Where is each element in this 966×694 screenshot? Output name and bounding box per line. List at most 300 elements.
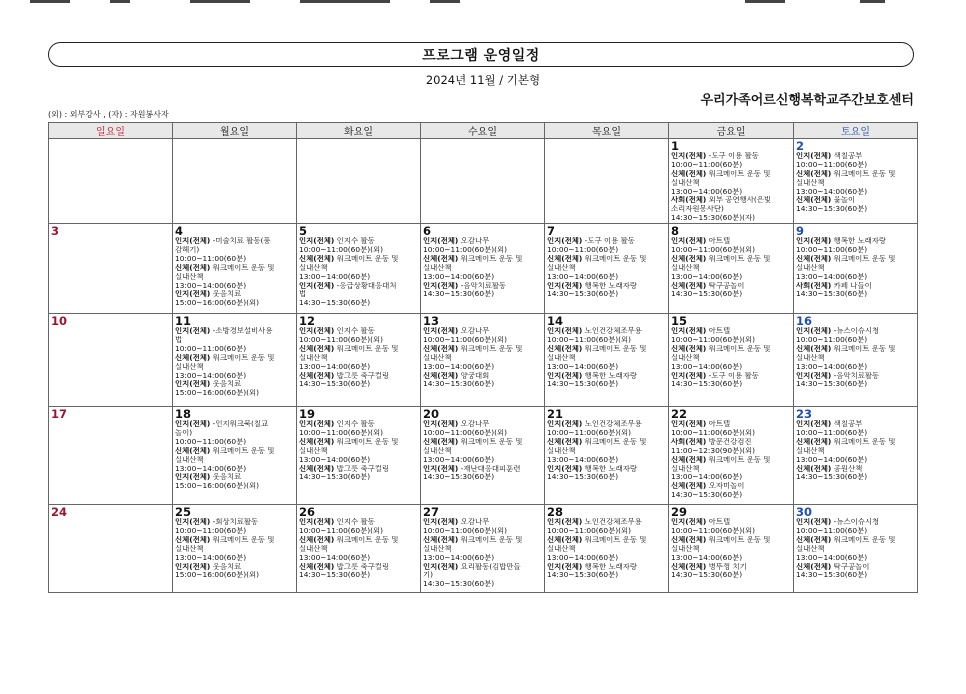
activity-text: -응급상황대응대처	[334, 281, 397, 290]
schedule-line	[796, 363, 916, 372]
activity-text: 카페 나들이	[831, 281, 872, 290]
schedule-line	[299, 465, 419, 474]
schedule-line	[547, 354, 667, 363]
activity-category: 신체(전체)	[671, 562, 707, 571]
activity-text: 워크메이트 운동 및	[582, 437, 647, 446]
schedule-line	[299, 536, 419, 545]
schedule-line	[671, 152, 792, 161]
schedule-line	[671, 438, 792, 447]
schedule-line	[671, 536, 792, 545]
activity-text: 실내산책	[671, 178, 700, 187]
schedule-line	[423, 237, 543, 246]
day-number: 17	[51, 407, 68, 422]
activity-text: 14:30~15:30(60분)	[423, 473, 495, 482]
day-cell	[669, 505, 794, 593]
day-cell	[297, 314, 421, 407]
activity-category: 인지(전체)	[175, 562, 211, 571]
activity-text: 워크메이트 운동 및	[831, 437, 896, 446]
activity-text: 워크메이트 운동 및	[334, 535, 399, 544]
activity-category: 신체(전체)	[175, 263, 211, 272]
activity-category: 사회(전체)	[671, 196, 707, 205]
day-cell	[421, 139, 545, 224]
activity-text: 밥그릇 축구컬링	[334, 562, 390, 571]
activity-text: 노인건강체조무용	[582, 420, 642, 429]
activity-text: 밥그릇 축구컬링	[334, 464, 390, 473]
day-cell	[669, 407, 794, 505]
activity-text: 실내산책	[547, 446, 576, 455]
schedule-line	[796, 563, 916, 572]
schedule-line	[423, 282, 543, 291]
schedule-line	[175, 380, 295, 389]
schedule-line	[175, 473, 295, 482]
day-number: 11	[175, 314, 192, 329]
activity-text: 14:30~15:30(60분)	[299, 299, 371, 308]
activity-text: 워크메이트 운동 및	[706, 455, 771, 464]
day-number: 6	[423, 224, 432, 239]
schedule-line	[423, 438, 543, 447]
activity-text: 워크메이트 운동 및	[210, 263, 275, 272]
schedule-line	[671, 380, 792, 389]
schedule-line	[671, 237, 792, 246]
schedule-line	[796, 354, 916, 363]
activity-text: 10:00~11:00(60분)	[796, 160, 868, 169]
day-number: 30	[796, 505, 813, 520]
weekday-header: 토요일	[794, 123, 918, 139]
calendar-table	[48, 122, 918, 593]
top-scan-strip	[0, 0, 966, 6]
activity-text: 밥그릇 축구컬링	[334, 371, 390, 380]
activity-text: 행복한 노래자랑	[582, 371, 638, 380]
schedule-line	[423, 420, 543, 429]
activity-text: 실내산책	[423, 263, 452, 272]
schedule-line	[423, 372, 543, 381]
activity-category: 인지(전체)	[547, 420, 583, 429]
schedule-line	[671, 465, 792, 474]
activity-category: 신체(전체)	[671, 281, 707, 290]
schedule-line	[299, 273, 419, 282]
activity-category: 신체(전체)	[796, 562, 832, 571]
activity-text: 웃음치료	[210, 562, 242, 571]
schedule-line	[671, 255, 792, 264]
schedule-line	[671, 188, 792, 197]
activity-text: 행복한 노래자랑	[582, 281, 638, 290]
day-number: 1	[671, 139, 680, 153]
activity-text: 행복한 노래자랑	[582, 562, 638, 571]
activity-text: 10:00~11:00(60분)	[175, 344, 247, 353]
schedule-line	[299, 264, 419, 273]
week-row	[49, 314, 918, 407]
activity-text: 인지수 활동	[334, 518, 375, 527]
schedule-line	[547, 563, 667, 572]
page-title: 프로그램 운영일정	[422, 47, 540, 64]
activity-text: 10:00~11:00(60분)	[547, 246, 619, 254]
activity-text: 노인건강체조무용	[582, 518, 642, 527]
activity-category: 인지(전체)	[175, 237, 211, 246]
schedule-line	[423, 563, 543, 572]
activity-category: 인지(전체)	[547, 518, 583, 527]
schedule-line	[547, 571, 667, 580]
activity-text: 10:00~11:00(60분)	[175, 437, 247, 446]
activity-text: -인지워크북(칠교	[210, 420, 269, 429]
activity-category: 신체(전체)	[175, 353, 211, 362]
schedule-line	[175, 255, 295, 264]
schedule-line	[547, 465, 667, 474]
activity-category: 인지(전체)	[299, 281, 335, 290]
activity-text: 13:00~14:00(60분)	[175, 464, 247, 473]
activity-text: 실내산책	[175, 455, 204, 464]
day-number: 27	[423, 505, 440, 520]
activity-text: 실내산책	[547, 353, 576, 362]
activity-text: 실내산책	[423, 544, 452, 553]
schedule-line	[796, 372, 916, 381]
day-number: 22	[671, 407, 688, 422]
schedule-line	[796, 246, 916, 255]
activity-text: 14:30~15:30(60분)	[671, 571, 743, 580]
schedule-line	[547, 237, 667, 246]
schedule-line	[671, 545, 792, 554]
activity-text: 방문건강검진	[706, 437, 752, 446]
schedule-line	[299, 438, 419, 447]
activity-text: 행복한 노래자랑	[582, 464, 638, 473]
schedule-line	[423, 429, 543, 438]
schedule-line	[796, 170, 916, 179]
schedule-line	[175, 389, 295, 398]
schedule-line	[175, 420, 295, 429]
schedule-line	[299, 518, 419, 527]
schedule-line	[547, 518, 667, 527]
activity-text: 워크메이트 운동 및	[210, 535, 275, 544]
schedule-line	[671, 214, 792, 223]
activity-text: 노인건강체조무용	[582, 327, 642, 336]
day-number: 14	[547, 314, 564, 329]
activity-text: 14:30~15:30(60분)	[547, 571, 619, 580]
schedule-line	[547, 327, 667, 336]
center-name: 우리가족어르신행복학교주간보호센터	[700, 93, 914, 108]
activity-category: 신체(전체)	[796, 535, 832, 544]
schedule-line	[547, 554, 667, 563]
day-cell	[545, 505, 669, 593]
activity-category: 신체(전체)	[796, 254, 832, 263]
activity-text: 워크메이트 운동 및	[458, 254, 523, 263]
activity-text: 병뚜껑 치기	[706, 562, 747, 571]
week-row	[49, 505, 918, 593]
activity-category: 인지(전체)	[175, 420, 211, 429]
schedule-line	[547, 290, 667, 299]
activity-text: 14:30~15:30(60분)	[423, 290, 495, 299]
schedule-line	[671, 429, 792, 438]
activity-category: 인지(전체)	[423, 518, 459, 527]
schedule-line	[423, 255, 543, 264]
activity-category: 인지(전체)	[796, 518, 832, 527]
schedule-line	[671, 161, 792, 170]
activity-text: 10:00~11:00(60분)(외)	[547, 527, 632, 535]
day-number: 13	[423, 314, 440, 329]
schedule-line	[423, 580, 543, 589]
schedule-line	[796, 554, 916, 563]
activity-category: 인지(전체)	[796, 420, 832, 429]
activity-category: 신체(전체)	[796, 196, 832, 205]
schedule-line	[175, 246, 295, 255]
activity-category: 인지(전체)	[423, 237, 459, 246]
schedule-line	[175, 290, 295, 299]
activity-category: 신체(전체)	[671, 254, 707, 263]
activity-category: 신체(전체)	[796, 344, 832, 353]
activity-text: 10:00~11:00(60분)	[175, 254, 247, 263]
activity-text: 오감나무	[458, 420, 490, 429]
schedule-line	[175, 563, 295, 572]
activity-category: 인지(전체)	[175, 518, 211, 527]
schedule-line	[671, 482, 792, 491]
activity-text: 10:00~11:00(60분)(외)	[299, 429, 384, 437]
day-cell	[421, 224, 545, 314]
week-row	[49, 407, 918, 505]
activity-category: 신체(전체)	[299, 371, 335, 380]
activity-text: 워크메이트 운동 및	[706, 344, 771, 353]
activity-text: 13:00~14:00(60분)	[175, 281, 247, 290]
activity-text: 아트텔	[706, 327, 731, 336]
activity-text: 탁구공놀이	[706, 281, 745, 290]
schedule-line	[423, 536, 543, 545]
schedule-line	[671, 345, 792, 354]
schedule-line	[299, 563, 419, 572]
activity-text: 13:00~14:00(60분)	[423, 455, 495, 464]
schedule-line	[299, 237, 419, 246]
activity-text: 실내산책	[796, 263, 825, 272]
activity-category: 인지(전체)	[671, 420, 707, 429]
schedule-line	[175, 336, 295, 345]
schedule-line	[299, 447, 419, 456]
schedule-line	[547, 438, 667, 447]
schedule-line	[547, 429, 667, 438]
schedule-line	[671, 264, 792, 273]
activity-text: 웃음치료	[210, 380, 242, 389]
activity-text: 10:00~11:00(60분)(외)	[299, 246, 384, 254]
schedule-line	[671, 447, 792, 456]
schedule-line	[796, 345, 916, 354]
schedule-line	[547, 420, 667, 429]
schedule-line	[299, 327, 419, 336]
activity-text: 워크메이트 운동 및	[831, 344, 896, 353]
schedule-line	[796, 527, 916, 536]
activity-text: -소방경보설비사용	[210, 327, 273, 336]
schedule-line	[423, 571, 543, 580]
activity-text: 10:00~11:00(60분)(외)	[547, 336, 632, 344]
activity-text: 실내산책	[671, 464, 700, 473]
day-cell	[49, 224, 173, 314]
activity-category: 인지(전체)	[423, 327, 459, 336]
activity-category: 인지(전체)	[547, 237, 583, 246]
activity-text: 13:00~14:00(60분)	[175, 553, 247, 562]
weekday-header-row	[49, 123, 918, 139]
activity-text: 인지수 활동	[334, 327, 375, 336]
activity-text: 10:00~11:00(60분)(외)	[423, 336, 508, 344]
schedule-line	[299, 372, 419, 381]
day-number: 4	[175, 224, 184, 239]
activity-text: 15:00~16:00(60분)(외)	[175, 571, 260, 580]
schedule-line	[796, 282, 916, 291]
activity-category: 신체(전체)	[547, 437, 583, 446]
schedule-line	[299, 282, 419, 291]
schedule-line	[671, 282, 792, 291]
activity-text: 워크메이트 운동 및	[458, 437, 523, 446]
day-cell	[173, 224, 297, 314]
schedule-line	[547, 255, 667, 264]
activity-text: 법	[299, 290, 307, 299]
activity-text: 워크메이트 운동 및	[831, 169, 896, 178]
activity-text: 10:00~11:00(60분)(외)	[423, 246, 508, 254]
activity-text: 워크메이트 운동 및	[706, 169, 771, 178]
schedule-line	[175, 456, 295, 465]
activity-text: 13:00~14:00(60분)	[796, 553, 868, 562]
activity-text: -뉴스이슈시청	[831, 518, 880, 527]
activity-text: 아트텔	[706, 237, 731, 246]
day-number: 19	[299, 407, 316, 422]
schedule-line	[423, 246, 543, 255]
activity-text: 워크메이트 운동 및	[334, 254, 399, 263]
activity-category: 신체(전체)	[299, 254, 335, 263]
schedule-line	[671, 205, 792, 214]
activity-text: 10:00~11:00(60분)	[671, 160, 743, 169]
activity-text: 오감나무	[458, 327, 490, 336]
schedule-line	[671, 554, 792, 563]
day-cell	[669, 224, 794, 314]
activity-category: 신체(전체)	[671, 344, 707, 353]
day-cell	[173, 407, 297, 505]
activity-text: 워크메이트 운동 및	[582, 254, 647, 263]
activity-text: 13:00~14:00(60분)	[671, 272, 743, 281]
activity-category: 신체(전체)	[423, 535, 459, 544]
schedule-line	[796, 438, 916, 447]
schedule-line	[796, 473, 916, 482]
day-cell	[297, 505, 421, 593]
day-cell	[49, 505, 173, 593]
schedule-line	[796, 188, 916, 197]
schedule-line	[175, 571, 295, 580]
schedule-line	[671, 327, 792, 336]
day-cell	[297, 224, 421, 314]
schedule-line	[796, 264, 916, 273]
activity-text: -도구 이용 활동	[706, 371, 759, 380]
activity-text: 인지수 활동	[334, 420, 375, 429]
activity-category: 신체(전체)	[547, 254, 583, 263]
schedule-line	[423, 264, 543, 273]
day-number: 18	[175, 407, 192, 422]
schedule-line	[671, 563, 792, 572]
activity-text: 실내산책	[299, 353, 328, 362]
schedule-line	[796, 380, 916, 389]
schedule-line	[547, 456, 667, 465]
day-cell	[421, 314, 545, 407]
activity-category: 인지(전체)	[423, 281, 459, 290]
activity-category: 신체(전체)	[175, 446, 211, 455]
schedule-line	[175, 264, 295, 273]
schedule-line	[299, 571, 419, 580]
schedule-line	[299, 527, 419, 536]
day-number: 7	[547, 224, 556, 239]
activity-text: 워크메이트 운동 및	[706, 254, 771, 263]
schedule-line	[547, 380, 667, 389]
schedule-line	[423, 273, 543, 282]
activity-text: 14:30~15:30(60분)	[671, 380, 743, 389]
day-number: 20	[423, 407, 440, 422]
schedule-line	[175, 327, 295, 336]
activity-text: -재난대응대피훈련	[458, 464, 521, 473]
schedule-line	[175, 282, 295, 291]
activity-category: 인지(전체)	[796, 152, 832, 161]
day-cell	[794, 505, 918, 593]
schedule-line	[423, 545, 543, 554]
activity-text: 10:00~11:00(60분)(외)	[671, 527, 756, 535]
activity-text: 실내산책	[547, 544, 576, 553]
activity-text: 13:00~14:00(60분)	[547, 455, 619, 464]
activity-text: 14:30~15:30(60분)	[796, 380, 868, 389]
activity-text: 14:30~15:30(60분)	[796, 571, 868, 580]
activity-text: 13:00~14:00(60분)	[423, 362, 495, 371]
activity-category: 인지(전체)	[671, 371, 707, 380]
activity-text: 아트텔	[706, 518, 731, 527]
activity-category: 인지(전체)	[299, 518, 335, 527]
day-cell	[173, 505, 297, 593]
activity-text: 실내산책	[796, 178, 825, 187]
day-cell	[173, 139, 297, 224]
schedule-line	[547, 246, 667, 255]
schedule-line	[547, 527, 667, 536]
activity-category: 신체(전체)	[299, 464, 335, 473]
activity-text: 10:00~11:00(60분)	[796, 336, 868, 344]
activity-text: 행복한 노래자랑	[831, 237, 887, 246]
activity-text: 13:00~14:00(60분)	[671, 553, 743, 562]
day-cell	[297, 407, 421, 505]
activity-text: 13:00~14:00(60분)	[299, 272, 371, 281]
activity-category: 신체(전체)	[299, 535, 335, 544]
schedule-line	[796, 571, 916, 580]
day-number: 26	[299, 505, 316, 520]
activity-category: 인지(전체)	[175, 473, 211, 482]
schedule-line	[175, 536, 295, 545]
activity-text: 13:00~14:00(60분)	[175, 371, 247, 380]
activity-text: 10:00~11:00(60분)(외)	[299, 336, 384, 344]
activity-text: -도구 이용 활동	[706, 152, 759, 161]
activity-text: 워크메이트 운동 및	[706, 535, 771, 544]
activity-text: 오감나무	[458, 237, 490, 246]
schedule-line	[547, 282, 667, 291]
activity-text: 법	[175, 336, 183, 344]
day-number: 12	[299, 314, 316, 329]
schedule-line	[796, 545, 916, 554]
activity-text: 10:00~11:00(60분)(외)	[547, 429, 632, 437]
activity-text: 오자미놀이	[706, 482, 745, 491]
activity-text: 10:00~11:00(60분)	[796, 527, 868, 535]
activity-text: -음악치료활동	[458, 281, 507, 290]
activity-text: 15:00~16:00(60분)(외)	[175, 482, 260, 491]
activity-category: 인지(전체)	[547, 281, 583, 290]
schedule-line	[423, 327, 543, 336]
schedule-line	[299, 545, 419, 554]
schedule-line	[175, 429, 295, 438]
activity-category: 신체(전체)	[671, 169, 707, 178]
day-number: 24	[51, 505, 68, 520]
schedule-line	[671, 290, 792, 299]
schedule-line	[671, 473, 792, 482]
activity-category: 신체(전체)	[423, 371, 459, 380]
weekday-header: 수요일	[421, 123, 545, 139]
activity-text: 11:00~12:30(90분)(외)	[671, 446, 756, 455]
activity-text: 워크메이트 운동 및	[210, 353, 275, 362]
activity-text: 소리자원봉사단)	[671, 205, 724, 214]
activity-category: 신체(전체)	[671, 482, 707, 491]
day-cell	[794, 407, 918, 505]
schedule-line	[671, 518, 792, 527]
